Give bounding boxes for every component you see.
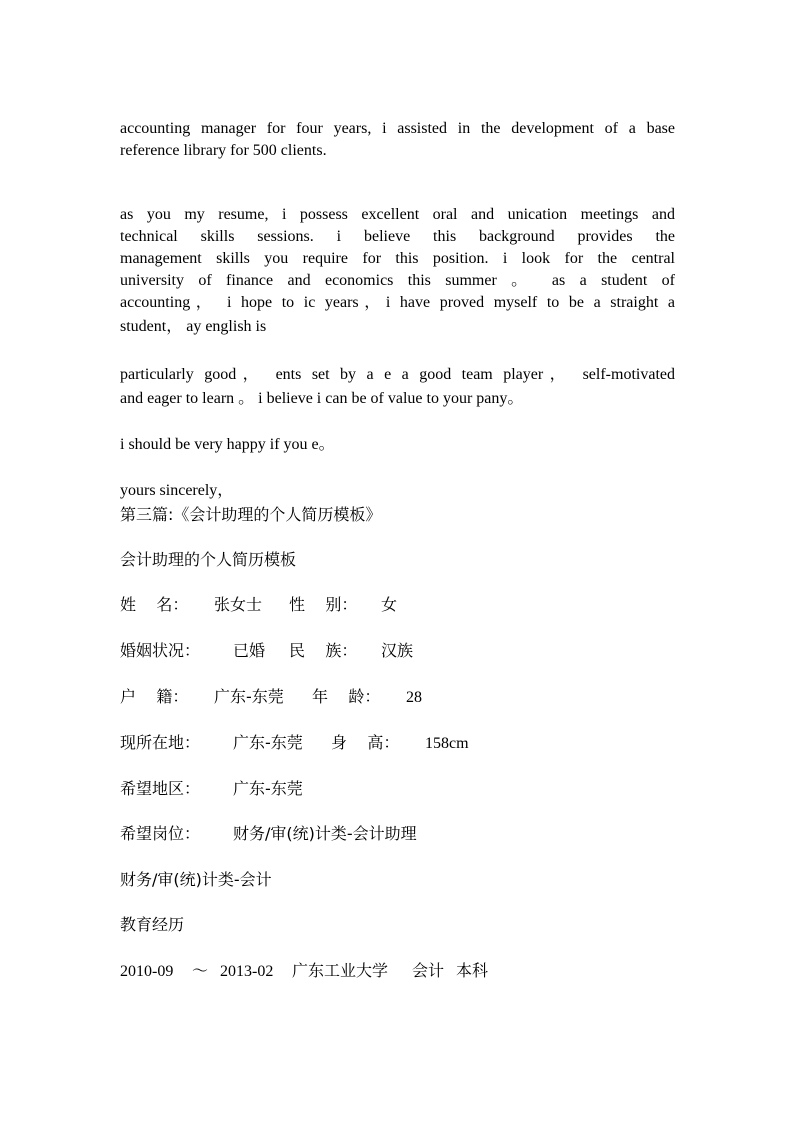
resume-title: 会计助理的个人简历模板 [120, 550, 297, 569]
field-value: 财务/审(统)计类-会计助理 [233, 824, 417, 843]
edu-separator: ～ [192, 961, 209, 980]
edu-degree: 本科 [456, 961, 489, 980]
letter-closing: yours sincerely， [120, 482, 234, 499]
text-line: particularly good， ents set by a e a good team player， self-motivated [120, 366, 675, 383]
letter-paragraph-3 [120, 364, 675, 410]
text-line: accounting， i hope to ic years，i have proved myself to be a straight a [120, 294, 675, 311]
edu-end: 2013-02 [220, 963, 274, 980]
edu-start: 2010-09 [120, 963, 174, 980]
text-line: technical skills sessions. i believe this background provides the [120, 228, 675, 245]
field-label: 性 别： [289, 595, 358, 614]
field-value: 女 [381, 595, 398, 614]
edu-major: 会计 [412, 961, 445, 980]
text-line: management skills you require for this position. i look for the central [120, 250, 675, 267]
field-value: 广东-东莞 [233, 779, 303, 798]
field-label: 现所在地： [120, 733, 201, 752]
education-entry [120, 960, 488, 983]
field-value: 广东-东莞 [233, 733, 303, 752]
field-label: 婚姻状况： [120, 641, 201, 660]
text-line: reference library for 500 clients. [120, 142, 327, 159]
info-row-location [120, 732, 469, 755]
info-row-position [120, 823, 417, 845]
text-line: student， ay english is [120, 318, 267, 335]
field-label: 户 籍： [120, 687, 189, 706]
info-row-name [120, 594, 397, 616]
text-line: accounting manager for four years, i assisted in the development of a base [120, 120, 675, 137]
info-row-hukou [120, 686, 422, 709]
text-line: university of finance and economics this summer 。 as a student of [120, 272, 675, 289]
field-label: 民 族： [289, 641, 358, 660]
field-label: 希望地区： [120, 779, 201, 798]
info-row-region [120, 778, 303, 800]
field-value: 张女士 [214, 595, 263, 614]
text-line: as you my resume, i possess excellent oral and unication meetings and [120, 206, 675, 223]
field-value: 广东-东莞 [214, 687, 284, 706]
field-value: 已婚 [233, 641, 266, 660]
text-line: and eager to learn 。 i believe i can be of value to your pany。 [120, 390, 524, 407]
education-heading: 教育经历 [120, 915, 185, 934]
job-category: 财务/审(统)计类-会计 [120, 870, 272, 889]
field-value: 158cm [425, 735, 469, 752]
letter-paragraph-2 [120, 204, 675, 338]
field-label: 希望岗位： [120, 824, 201, 843]
field-value: 28 [406, 689, 422, 706]
letter-paragraph-1 [120, 118, 675, 162]
letter-paragraph-4: i should be very happy if you e。 [120, 436, 335, 453]
field-label: 身 高： [331, 733, 400, 752]
field-label: 年 龄： [312, 687, 381, 706]
field-label: 姓 名： [120, 595, 189, 614]
section-heading: 第三篇:《会计助理的个人简历模板》 [120, 505, 382, 524]
field-value: 汉族 [381, 641, 414, 660]
info-row-marital [120, 640, 413, 662]
edu-school: 广东工业大学 [292, 961, 389, 980]
